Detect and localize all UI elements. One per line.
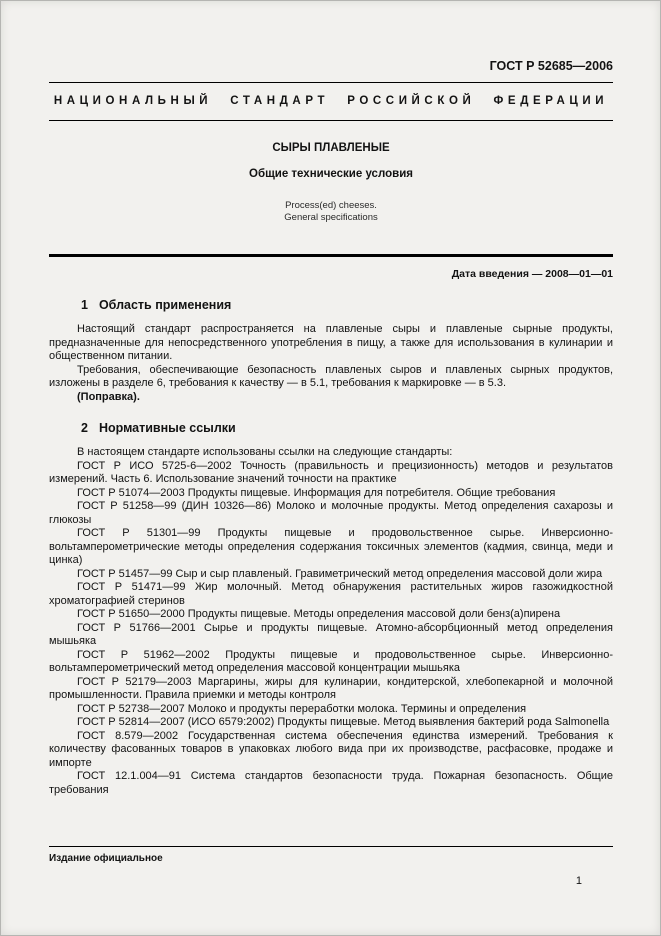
reference-item: ГОСТ 12.1.004—91 Система стандартов безопасности труда. Пожарная безопасность. Общие требования <box>49 770 613 796</box>
page-number: 1 <box>575 875 582 887</box>
section-1-body <box>49 323 613 404</box>
document-title: СЫРЫ ПЛАВЛЕНЫЕ <box>272 142 390 154</box>
reference-item: ГОСТ Р 51457—99 Сыр и сыр плавленый. Гравиметрический метод определения массовой доли жира <box>77 567 603 580</box>
paragraph: Настоящий стандарт распространяется на плавленые сыры и плавленые сырные продукты, предназначенные для непосредственного употребления в пищу, а также для использования в кулинарии и общественном питании. <box>49 323 613 362</box>
reference-item: ГОСТ Р 52179—2003 Маргарины, жиры для кулинарии, кондитерской, хлебопекарной и молочной промышленности. Правила приемки и методы контроля <box>49 675 613 701</box>
section-1-title: Область применения <box>98 298 232 312</box>
reference-item: ГОСТ Р 51962—2002 Продукты пищевые и продовольственное сырье. Инверсионно-вольтамперометрический метод определения массовой концентрации мышьяка <box>49 648 613 674</box>
section-2-heading <box>49 421 613 436</box>
document-subtitle: Общие технические условия <box>249 168 413 180</box>
amendment-note: (Поправка). <box>77 390 140 403</box>
title-english-line1: Process(ed) cheeses. <box>285 200 377 211</box>
reference-item: ГОСТ Р 51650—2000 Продукты пищевые. Методы определения массовой доли бенз(а)пирена <box>77 608 561 620</box>
title-english <box>49 200 613 223</box>
reference-item: ГОСТ Р 51258—99 (ДИН 10326—86) Молоко и молочные продукты. Метод определения сахарозы и глюкозы <box>49 500 613 526</box>
reference-item: ГОСТ Р 51074—2003 Продукты пищевые. Информация для потребителя. Общие требования <box>77 486 556 499</box>
reference-item: ГОСТ 8.579—2002 Государственная система обеспечения единства измерений. Требования к количеству фасованных товаров в упаковках любого вида при их производстве, расфасовке, продаже и импорте <box>49 729 613 769</box>
title-block <box>49 141 613 223</box>
reference-item: ГОСТ Р 51301—99 Продукты пищевые и продовольственное сырье. Инверсионно-вольтамперометрические методы определения содержания токсичных элементов (кадмия, свинца, меди и цинка) <box>49 527 613 566</box>
effective-date: Дата введения — 2008—01—01 <box>451 268 613 280</box>
reference-item: ГОСТ Р 51471—99 Жир молочный. Метод обнаружения растительных жиров газожидкостной хроматографией стеринов <box>49 581 613 607</box>
standard-type-banner <box>49 82 613 121</box>
section-2-body <box>49 446 613 797</box>
reference-item: ГОСТ Р 52814—2007 (ИСО 6579:2002) Продукты пищевые. Метод выявления бактерий рода Salmonella <box>77 716 610 728</box>
title-separator-rule <box>49 254 613 257</box>
reference-item: ГОСТ Р 51766—2001 Сырье и продукты пищевые. Атомно-абсорбционный метод определения мышьяка <box>49 621 613 647</box>
references-intro: В настоящем стандарте использованы ссылки на следующие стандарты: <box>77 446 453 458</box>
section-2-number: 2 <box>81 421 88 435</box>
paragraph: Требования, обеспечивающие безопасность плавленых сыров и плавленых сырных продуктов, изложены в разделе 6, требования к качеству — в 5.1, требования к маркировке — в 5.3. <box>49 363 613 389</box>
reference-item: ГОСТ Р 52738—2007 Молоко и продукты переработки молока. Термины и определения <box>77 702 527 715</box>
section-1-number: 1 <box>81 298 88 312</box>
doc-number: ГОСТ Р 52685—2006 <box>489 59 613 73</box>
edition-note: Издание официальное <box>49 853 163 864</box>
reference-item: ГОСТ Р ИСО 5725-6—2002 Точность (правильность и прецизионность) методов и результатов измерений. Часть 6. Использование значений точности на практике <box>49 459 613 485</box>
page-content <box>49 1 613 797</box>
title-english-line2: General specifications <box>284 211 378 223</box>
section-1-heading <box>49 298 613 313</box>
section-2-title: Нормативные ссылки <box>98 421 236 435</box>
footer-rule <box>49 846 613 847</box>
standard-type-text: НАЦИОНАЛЬНЫЙ СТАНДАРТ РОССИЙСКОЙ ФЕДЕРАЦИИ <box>53 95 609 107</box>
